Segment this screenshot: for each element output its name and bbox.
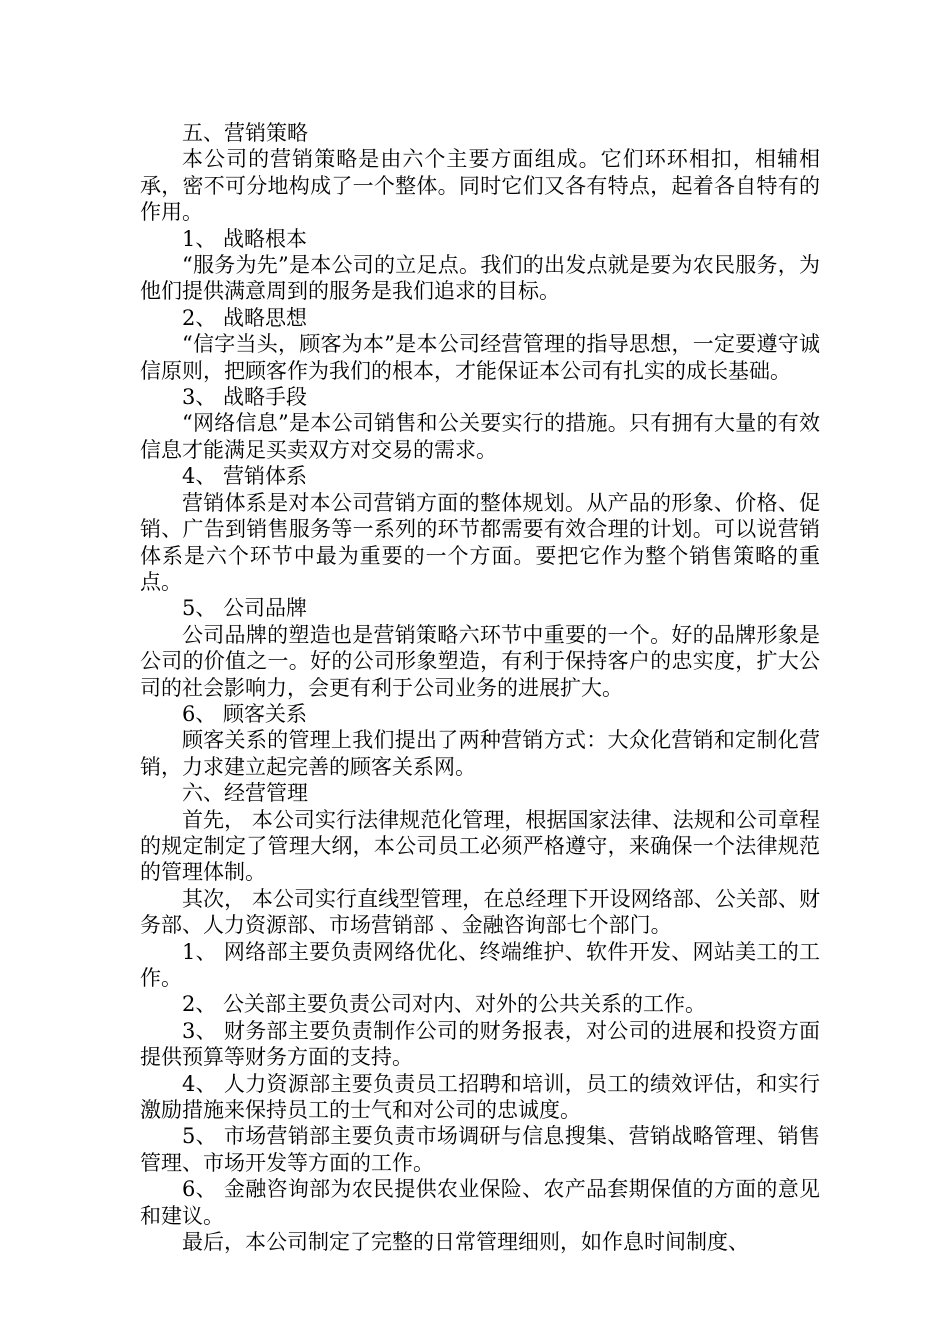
subheading: 5、 公司品牌 <box>182 596 308 621</box>
subheading: 3、 战略手段 <box>182 385 308 410</box>
paragraph: 顾客关系的管理上我们提出了两种营销方式：大众化营销和定制化营销，力求建立起完善的顾客关系网。 <box>140 728 820 779</box>
paragraph: “网络信息”是本公司销售和公关要实行的措施。只有拥有大量的有效信息才能满足买卖双方对交易的需求。 <box>140 411 820 462</box>
paragraph: “服务为先”是本公司的立足点。我们的出发点就是要为农民服务，为他们提供满意周到的服务是我们追求的目标。 <box>140 253 820 304</box>
subheading: 1、 战略根本 <box>182 226 308 251</box>
document-body <box>140 120 820 1255</box>
section-heading-marketing-strategy: 五、营销策略 <box>182 121 308 145</box>
list-item: 1、 网络部主要负责网络优化、终端维护、软件开发、网站美工的工作。 <box>140 939 820 990</box>
subheading: 6、 顾客关系 <box>182 701 308 726</box>
subheading: 2、 战略思想 <box>182 305 308 330</box>
paragraph: 首先， 本公司实行法律规范化管理，根据国家法律、法规和公司章程的规定制定了管理大纲，本公司员工必须严格遵守，来确保一个法律规范的管理体制。 <box>140 807 820 885</box>
paragraph: 其次， 本公司实行直线型管理，在总经理下开设网络部、公关部、财务部、人力资源部、市场营销部 、金融咨询部七个部门。 <box>140 886 820 938</box>
list-item: 2、 公关部主要负责公司对内、对外的公共关系的工作。 <box>182 992 707 1017</box>
paragraph: 本公司的营销策略是由六个主要方面组成。它们环环相扣，相辅相承，密不可分地构成了一个整体。同时它们又各有特点，起着各自特有的作用。 <box>140 147 820 225</box>
section-heading-operations-management: 六、经营管理 <box>182 781 308 806</box>
list-item: 5、 市场营销部主要负责市场调研与信息搜集、营销战略管理、销售管理、市场开发等方面的工作。 <box>140 1124 820 1175</box>
paragraph: 营销体系是对本公司营销方面的整体规划。从产品的形象、价格、促销、广告到销售服务等一系列的环节都需要有效合理的计划。可以说营销体系是六个环节中最为重要的一个方面。要把它作为整个销售策略的重点。 <box>140 490 820 594</box>
list-item: 4、 人力资源部主要负责员工招聘和培训，员工的绩效评估，和实行激励措施来保持员工的士气和对公司的忠诚度。 <box>140 1071 820 1123</box>
paragraph: “信字当头，顾客为本”是本公司经营管理的指导思想，一定要遵守诚信原则，把顾客作为我们的根本，才能保证本公司有扎实的成长基础。 <box>140 332 820 383</box>
paragraph: 最后，本公司制定了完整的日常管理细则，如作息时间制度、 <box>182 1230 749 1255</box>
list-item: 6、 金融咨询部为农民提供农业保险、农产品套期保值的方面的意见和建议。 <box>140 1177 820 1228</box>
subheading: 4、 营销体系 <box>182 464 308 489</box>
paragraph: 公司品牌的塑造也是营销策略六环节中重要的一个。好的品牌形象是公司的价值之一。好的公司形象塑造，有利于保持客户的忠实度，扩大公司的社会影响力，会更有利于公司业务的进展扩大。 <box>140 622 820 700</box>
list-item: 3、 财务部主要负责制作公司的财务报表，对公司的进展和投资方面提供预算等财务方面的支持。 <box>140 1018 820 1070</box>
